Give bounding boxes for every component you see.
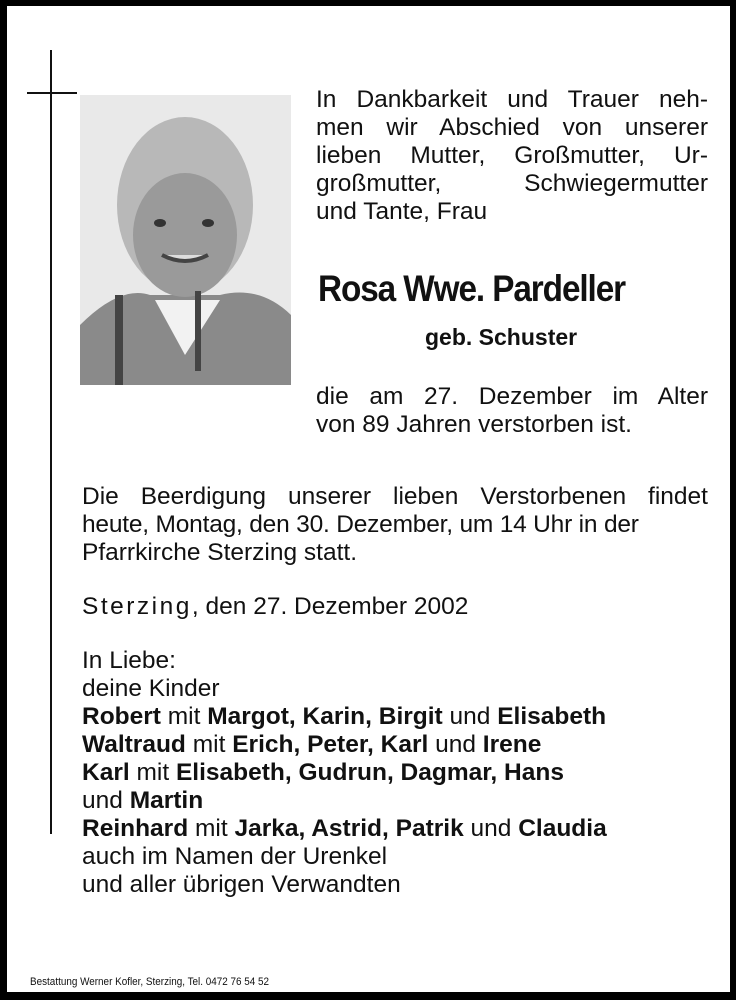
family-names: Reinhard [82, 815, 189, 842]
family-text: und [463, 815, 519, 842]
family-text: und [442, 703, 498, 730]
family-names: Claudia [518, 815, 607, 842]
family-names: Martin [129, 787, 204, 814]
death-line: die am 27. Dezember im Alter [316, 383, 708, 410]
family-text: deine Kinder [82, 675, 220, 702]
family-line [82, 759, 564, 787]
portrait-photo [80, 95, 291, 385]
family-text: und aller übrigen Verwandten [82, 871, 401, 898]
family-text: mit [129, 759, 176, 786]
funeral-line: Pfarrkirche Sterzing statt. [82, 539, 358, 566]
funeral-line: Die Beerdigung unserer lieben Verstorbenen findet [82, 483, 708, 510]
intro-line: großmutter, Schwiegermutter [316, 170, 708, 197]
family-text: auch im Namen der Urenkel [82, 843, 388, 870]
family-line [82, 871, 401, 899]
family-text: und [82, 787, 130, 814]
cross-icon [50, 50, 52, 834]
family-line [82, 703, 606, 731]
family-names: Jarka, Astrid, Patrik [234, 815, 464, 842]
family-names: Elisabeth, Gudrun, Dagmar, Hans [175, 759, 564, 786]
funeral-home-footer: Bestattung Werner Kofler, Sterzing, Tel. 0472 76 54 52 [30, 976, 270, 988]
family-names: Karl [82, 759, 130, 786]
date: , den 27. Dezember 2002 [191, 593, 469, 620]
place-date [82, 593, 468, 621]
family-names: Waltraud [82, 731, 186, 758]
deceased-name: Rosa Wwe. Pardeller [318, 268, 626, 309]
place: Sterzing [82, 593, 192, 620]
family-names: Elisabeth [497, 703, 607, 730]
family-line [82, 787, 203, 815]
intro-line: und Tante, Frau [316, 198, 488, 225]
family-text: und [428, 731, 483, 758]
family-names: Erich, Peter, Karl [232, 731, 429, 758]
in-love-label: In Liebe: [82, 647, 176, 674]
family-text: mit [185, 731, 233, 758]
family-line [82, 843, 387, 871]
family-line [82, 815, 607, 843]
intro-line: men wir Abschied von unserer [316, 114, 708, 141]
family-text: mit [188, 815, 235, 842]
family-names: Margot, Karin, Birgit [207, 703, 443, 730]
family-line [82, 731, 541, 759]
cross-icon-bar [27, 92, 77, 94]
family-line [82, 675, 220, 703]
funeral-line: heute, Montag, den 30. Dezember, um 14 Uhr in der [82, 511, 639, 538]
intro-line: lieben Mutter, Großmutter, Ur- [316, 142, 708, 169]
family-text: mit [160, 703, 208, 730]
death-line: von 89 Jahren verstorben ist. [316, 411, 632, 438]
intro-line: In Dankbarkeit und Trauer neh- [316, 86, 708, 113]
family-names: Irene [482, 731, 542, 758]
maiden-name: geb. Schuster [425, 324, 578, 350]
family-names: Robert [82, 703, 161, 730]
